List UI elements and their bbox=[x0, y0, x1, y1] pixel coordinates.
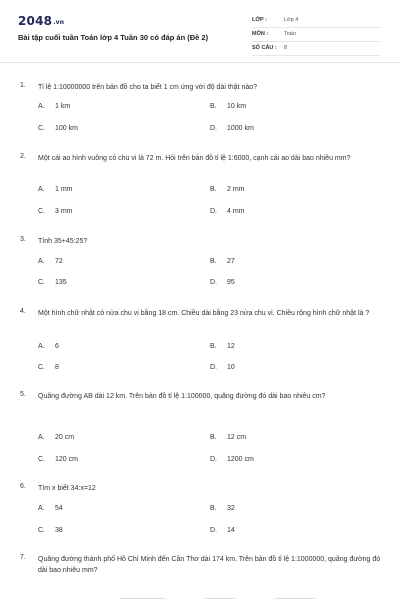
option-letter: C. bbox=[38, 364, 45, 371]
option-text: 20 cm bbox=[55, 434, 75, 441]
option-text: 95 bbox=[227, 279, 235, 286]
option-text: 1 mm bbox=[55, 186, 73, 193]
option-letter: C. bbox=[38, 208, 45, 215]
option-b[interactable] bbox=[210, 186, 245, 193]
meta-label: MÔN : bbox=[252, 31, 269, 37]
option-letter: B. bbox=[210, 258, 217, 265]
option-a[interactable] bbox=[38, 505, 63, 512]
option-text: 135 bbox=[55, 279, 67, 286]
option-text: 120 cm bbox=[55, 456, 78, 463]
meta-label: SỐ CÂU : bbox=[252, 45, 277, 51]
question-number: 5. bbox=[20, 391, 26, 398]
option-d[interactable] bbox=[210, 125, 254, 132]
option-b[interactable] bbox=[210, 103, 246, 110]
question-number: 1. bbox=[20, 82, 26, 89]
option-a[interactable] bbox=[38, 258, 63, 265]
question-text: Tìm x biết 34:x=12 bbox=[38, 485, 96, 492]
logo-text: 2048 bbox=[18, 14, 53, 28]
question-number: 6. bbox=[20, 483, 26, 490]
option-a[interactable] bbox=[38, 343, 59, 350]
worksheet-header bbox=[0, 0, 400, 63]
logo-tld: .vn bbox=[53, 19, 65, 26]
option-text: 14 bbox=[227, 527, 235, 534]
question-text: Quãng đường AB dài 12 km. Trên bản đồ tỉ lệ 1:100000, quãng đường đó dài bao nhiêu cm? bbox=[38, 393, 326, 400]
option-d[interactable] bbox=[210, 364, 235, 371]
question-number: 2. bbox=[20, 153, 26, 160]
option-b[interactable] bbox=[210, 258, 235, 265]
option-c[interactable] bbox=[38, 279, 67, 286]
option-c[interactable] bbox=[38, 527, 63, 534]
option-letter: D. bbox=[210, 208, 217, 215]
meta-value: Lớp 4 bbox=[284, 17, 299, 23]
option-text: 12 bbox=[227, 343, 235, 350]
option-letter: C. bbox=[38, 279, 45, 286]
option-letter: C. bbox=[38, 527, 45, 534]
meta-grade bbox=[252, 17, 380, 28]
option-b[interactable] bbox=[210, 434, 246, 441]
meta-question-count bbox=[252, 45, 380, 56]
bottom-divider bbox=[205, 598, 235, 599]
option-letter: D. bbox=[210, 364, 217, 371]
bottom-divider bbox=[120, 598, 165, 599]
option-text: 8 bbox=[55, 364, 59, 371]
option-a[interactable] bbox=[38, 103, 70, 110]
option-letter: B. bbox=[210, 343, 217, 350]
question-text: Một hình chữ nhật có nửa chu vi bằng 18 cm. Chiều dài bằng 23 nửa chu vi. Chiều rộng hình chữ nhật là ? bbox=[38, 310, 370, 317]
option-letter: D. bbox=[210, 279, 217, 286]
option-c[interactable] bbox=[38, 125, 78, 132]
option-text: 10 bbox=[227, 364, 235, 371]
option-text: 27 bbox=[227, 258, 235, 265]
question-text: Tính 35+45:25? bbox=[38, 238, 88, 245]
question-text: Một cái ao hình vuông có chu vi là 72 m. Hỏi trên bản đồ tỉ lệ 1:6000, cạnh cái ao dài bao nhiêu mm? bbox=[38, 155, 351, 162]
meta-subject bbox=[252, 31, 380, 42]
option-text: 12 cm bbox=[227, 434, 247, 441]
meta-value: Toán bbox=[284, 31, 296, 37]
meta-value: 8 bbox=[284, 45, 288, 51]
option-d[interactable] bbox=[210, 279, 235, 286]
option-letter: A. bbox=[38, 434, 45, 441]
option-letter: B. bbox=[210, 186, 217, 193]
option-text: 10 km bbox=[227, 103, 247, 110]
option-text: 1200 cm bbox=[227, 456, 254, 463]
option-a[interactable] bbox=[38, 434, 74, 441]
option-letter: D. bbox=[210, 456, 217, 463]
worksheet-title: Bài tập cuối tuần Toán lớp 4 Tuần 30 có đáp án (Đề 2) bbox=[18, 33, 209, 42]
option-text: 100 km bbox=[55, 125, 78, 132]
option-letter: B. bbox=[210, 434, 217, 441]
option-text: 1000 km bbox=[227, 125, 254, 132]
option-letter: D. bbox=[210, 527, 217, 534]
option-letter: B. bbox=[210, 505, 217, 512]
option-a[interactable] bbox=[38, 186, 73, 193]
site-logo[interactable] bbox=[18, 14, 64, 28]
option-b[interactable] bbox=[210, 343, 235, 350]
option-c[interactable] bbox=[38, 208, 73, 215]
question-number: 7. bbox=[20, 554, 26, 561]
option-d[interactable] bbox=[210, 527, 235, 534]
option-text: 6 bbox=[55, 343, 59, 350]
option-letter: A. bbox=[38, 103, 45, 110]
option-letter: C. bbox=[38, 125, 45, 132]
option-letter: A. bbox=[38, 343, 45, 350]
option-text: 4 mm bbox=[227, 208, 245, 215]
meta-label: LỚP : bbox=[252, 17, 267, 23]
option-letter: B. bbox=[210, 103, 217, 110]
option-text: 32 bbox=[227, 505, 235, 512]
option-text: 2 mm bbox=[227, 186, 245, 193]
question-text: Quãng đường thành phố Hồ Chí Minh đến Cần Thơ dài 174 km. Trên bản đồ tỉ lệ 1:1000000, quãng đường đó dài bao nhiêu mm? bbox=[38, 556, 381, 574]
option-letter: A. bbox=[38, 186, 45, 193]
option-letter: D. bbox=[210, 125, 217, 132]
bottom-divider bbox=[275, 598, 315, 599]
option-text: 38 bbox=[55, 527, 63, 534]
question-number: 4. bbox=[20, 308, 26, 315]
option-text: 54 bbox=[55, 505, 63, 512]
option-d[interactable] bbox=[210, 456, 254, 463]
question-number: 3. bbox=[20, 236, 26, 243]
option-b[interactable] bbox=[210, 505, 235, 512]
question-text: Tỉ lệ 1:10000000 trên bản đồ cho ta biết 1 cm ứng với độ dài thật nào? bbox=[38, 84, 258, 91]
option-c[interactable] bbox=[38, 456, 78, 463]
option-c[interactable] bbox=[38, 364, 59, 371]
option-text: 3 mm bbox=[55, 208, 73, 215]
option-text: 72 bbox=[55, 258, 63, 265]
option-letter: A. bbox=[38, 505, 45, 512]
option-text: 1 km bbox=[55, 103, 71, 110]
option-d[interactable] bbox=[210, 208, 245, 215]
option-letter: A. bbox=[38, 258, 45, 265]
option-letter: C. bbox=[38, 456, 45, 463]
